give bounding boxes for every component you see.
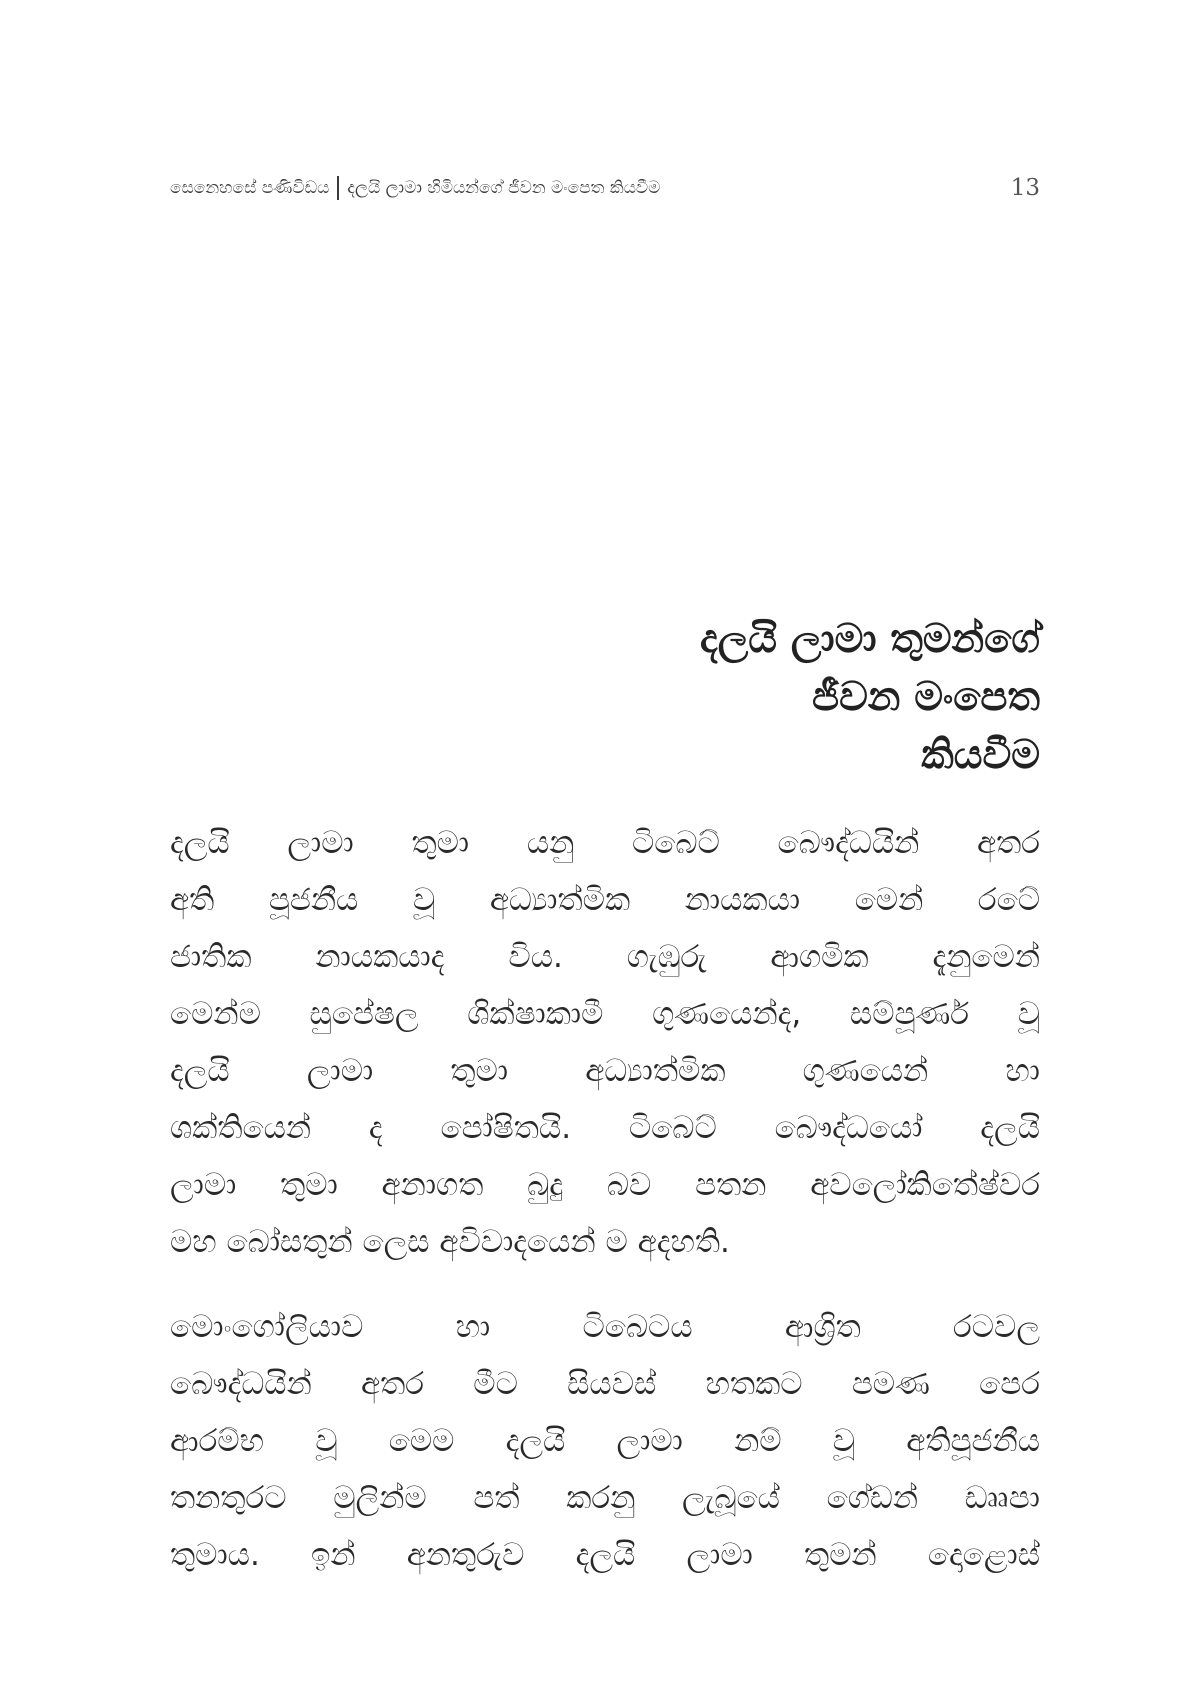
- header-separator: [337, 176, 339, 200]
- body-text: [170, 815, 1040, 1612]
- text-line: තනතුරට මුලින්ම පත් කරනු ලැබූයේ ගේඩන් ඩෲපා: [170, 1480, 1040, 1516]
- running-header-title: [170, 176, 660, 200]
- text-line: තුමාය. ඉන් අනතුරුව දලයි ලාමා තුමන් දොළොස්: [170, 1537, 1040, 1573]
- book-title: සෙනෙහසේ පණිවිඩය: [170, 178, 330, 198]
- paragraph: [170, 815, 1040, 1271]
- text-line: මහ බෝසතුන් ලෙස අවිවාදයෙන් ම අදහති.: [170, 1224, 730, 1260]
- page-number: 13: [1010, 175, 1040, 201]
- chapter-title-line: දලයි ලාමා තුමන්ගේ: [699, 616, 1040, 662]
- text-line: ලාමා තුමා අනාගත බුදු බව පතන අවලෝකිතේෂ්වර: [170, 1167, 1040, 1203]
- chapter-title: [340, 610, 1040, 784]
- running-header: [170, 168, 1040, 208]
- text-line: මෙන්ම සුපේෂල ශික්ෂාකාමී ගුණයෙන්ද, සම්පූර්ණ වූ: [170, 996, 1040, 1032]
- text-line: මොංගෝලියාව හා ටිබෙටය ආශ්‍රිත රටවල: [170, 1309, 1040, 1345]
- text-line: දලයි ලාමා තුමා යනු ටිබෙට් බෞද්ධයින් අතර: [170, 825, 1040, 861]
- chapter-title-line: ජීවන මංපෙත: [812, 674, 1040, 720]
- text-line: දලයි ලාමා තුමා අධ්‍යාත්මික ගුණයෙන් හා: [170, 1053, 1040, 1089]
- text-line: ජාතික නායකයාද විය. ගැඹුරු ආගමික දැනුමෙන්: [170, 939, 1040, 975]
- header-chapter-title: දලයි ලාමා හිමියන්ගේ ජීවන මංපෙත කියවීම: [347, 178, 661, 198]
- text-line: ශක්තියෙන් ද පෝෂිතයි. ටිබෙට් බෞද්ධයෝ දලයි: [170, 1110, 1040, 1146]
- text-line: බෞද්ධයින් අතර මීට සියවස් හතකට පමණ පෙර: [170, 1366, 1040, 1402]
- text-line: අති පූජනීය වූ අධ්‍යාත්මික නායකයා මෙන් රටේ: [170, 882, 1040, 918]
- paragraph: [170, 1299, 1040, 1584]
- text-line: ආරම්භ වූ මෙම දලයි ලාමා නම් වූ අතිපූජනීය: [170, 1423, 1040, 1459]
- chapter-title-line: කියවීම: [921, 732, 1040, 778]
